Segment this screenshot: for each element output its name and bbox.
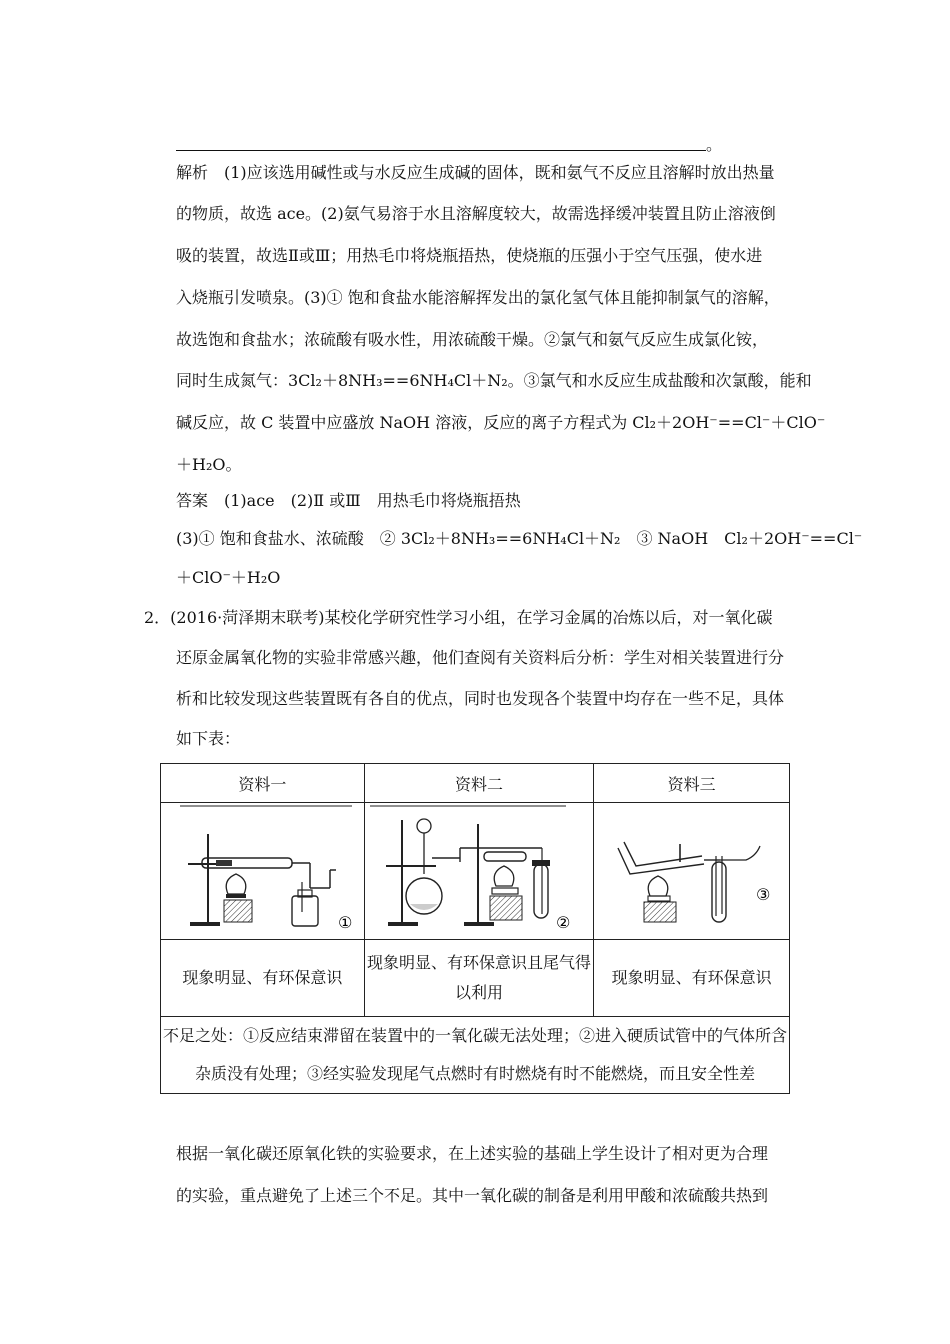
apparatus-figure-2-cell <box>364 803 594 940</box>
analysis-line-5: 故选饱和食盐水；浓硫酸有吸水性，用浓硫酸干燥。②氯气和氨气反应生成氯化铵， <box>176 330 769 349</box>
header-resource-1: 资料一 <box>161 764 365 803</box>
shortcomings-cell: 不足之处：①反应结束滞留在装置中的一氧化碳无法处理；②进入硬质试管中的气体所含杂质没有处理；③经实验发现尾气点燃时有时燃烧有时不能燃烧，而且安全性差 <box>161 1017 790 1094</box>
shortcomings-row <box>161 1017 790 1094</box>
question2-line-1: 2．(2016·菏泽期末联考)某校化学研究性学习小组，在学习金属的冶炼以后，对一氧化碳 <box>144 608 773 627</box>
header-resource-3: 资料三 <box>594 764 790 803</box>
header-resource-2: 资料二 <box>364 764 594 803</box>
question2-line-3: 析和比较发现这些装置既有各自的优点，同时也发现各个装置中均存在一些不足，具体 <box>176 689 785 708</box>
apparatus-1-diagram <box>162 804 362 938</box>
answer-line-2: (3)① 饱和食盐水、浓硫酸 ② 3Cl₂＋8NH₃==6NH₄Cl＋N₂ ③ NaOH Cl₂＋2OH⁻==Cl⁻ <box>176 529 863 548</box>
analysis-line-6: 同时生成氮气：3Cl₂＋8NH₃==6NH₄Cl＋N₂。③氯气和水反应生成盐酸和次氯酸，能和 <box>176 371 812 390</box>
apparatus-figure-row <box>161 803 790 940</box>
figure-label-3: ③ <box>755 885 770 904</box>
analysis-line-7: 碱反应，故 C 装置中应盛放 NaOH 溶液，反应的离子方程式为 Cl₂＋2OH⁻==Cl⁻＋ClO⁻ <box>176 413 826 432</box>
blank-period: 。 <box>706 135 723 154</box>
analysis-line-2: 的物质，故选 ace。(2)氨气易溶于水且溶解度较大，故需选择缓冲装置且防止溶液倒 <box>176 204 776 223</box>
apparatus-figure-1-cell <box>161 803 365 940</box>
table-header-row <box>161 764 790 803</box>
answer-blank-line <box>176 150 706 151</box>
answer-line-1: 答案 (1)ace (2)Ⅱ 或Ⅲ 用热毛巾将烧瓶捂热 <box>176 491 521 510</box>
apparatus-figure-3-cell <box>594 803 790 940</box>
advantages-row <box>161 940 790 1017</box>
resource-comparison-table <box>160 763 790 1094</box>
analysis-line-8: ＋H₂O。 <box>176 455 242 474</box>
after-line-2: 的实验，重点避免了上述三个不足。其中一氧化碳的制备是利用甲酸和浓硫酸共热到 <box>176 1186 769 1205</box>
figure-label-1: ① <box>338 913 353 932</box>
after-line-1: 根据一氧化碳还原氧化铁的实验要求，在上述实验的基础上学生设计了相对更为合理 <box>176 1144 769 1163</box>
answer-line-3: ＋ClO⁻＋H₂O <box>176 568 281 587</box>
advantage-1: 现象明显、有环保意识 <box>161 940 365 1017</box>
analysis-line-3: 吸的装置，故选Ⅱ或Ⅲ；用热毛巾将烧瓶捂热，使烧瓶的压强小于空气压强，使水进 <box>176 246 763 265</box>
advantage-2: 现象明显、有环保意识且尾气得以利用 <box>364 940 594 1017</box>
question2-line-2: 还原金属氧化物的实验非常感兴趣，他们查阅有关资料后分析：学生对相关装置进行分 <box>176 648 785 667</box>
apparatus-3-diagram <box>596 804 788 938</box>
analysis-line-1: 解析 (1)应该选用碱性或与水反应生成碱的固体，既和氨气不反应且溶解时放出热量 <box>176 163 775 182</box>
figure-label-2: ② <box>555 913 571 932</box>
apparatus-2-diagram <box>366 804 592 938</box>
advantage-3: 现象明显、有环保意识 <box>594 940 790 1017</box>
question2-line-4: 如下表： <box>176 729 241 748</box>
analysis-line-4: 入烧瓶引发喷泉。(3)① 饱和食盐水能溶解挥发出的氯化氢气体且能抑制氯气的溶解， <box>176 288 780 307</box>
